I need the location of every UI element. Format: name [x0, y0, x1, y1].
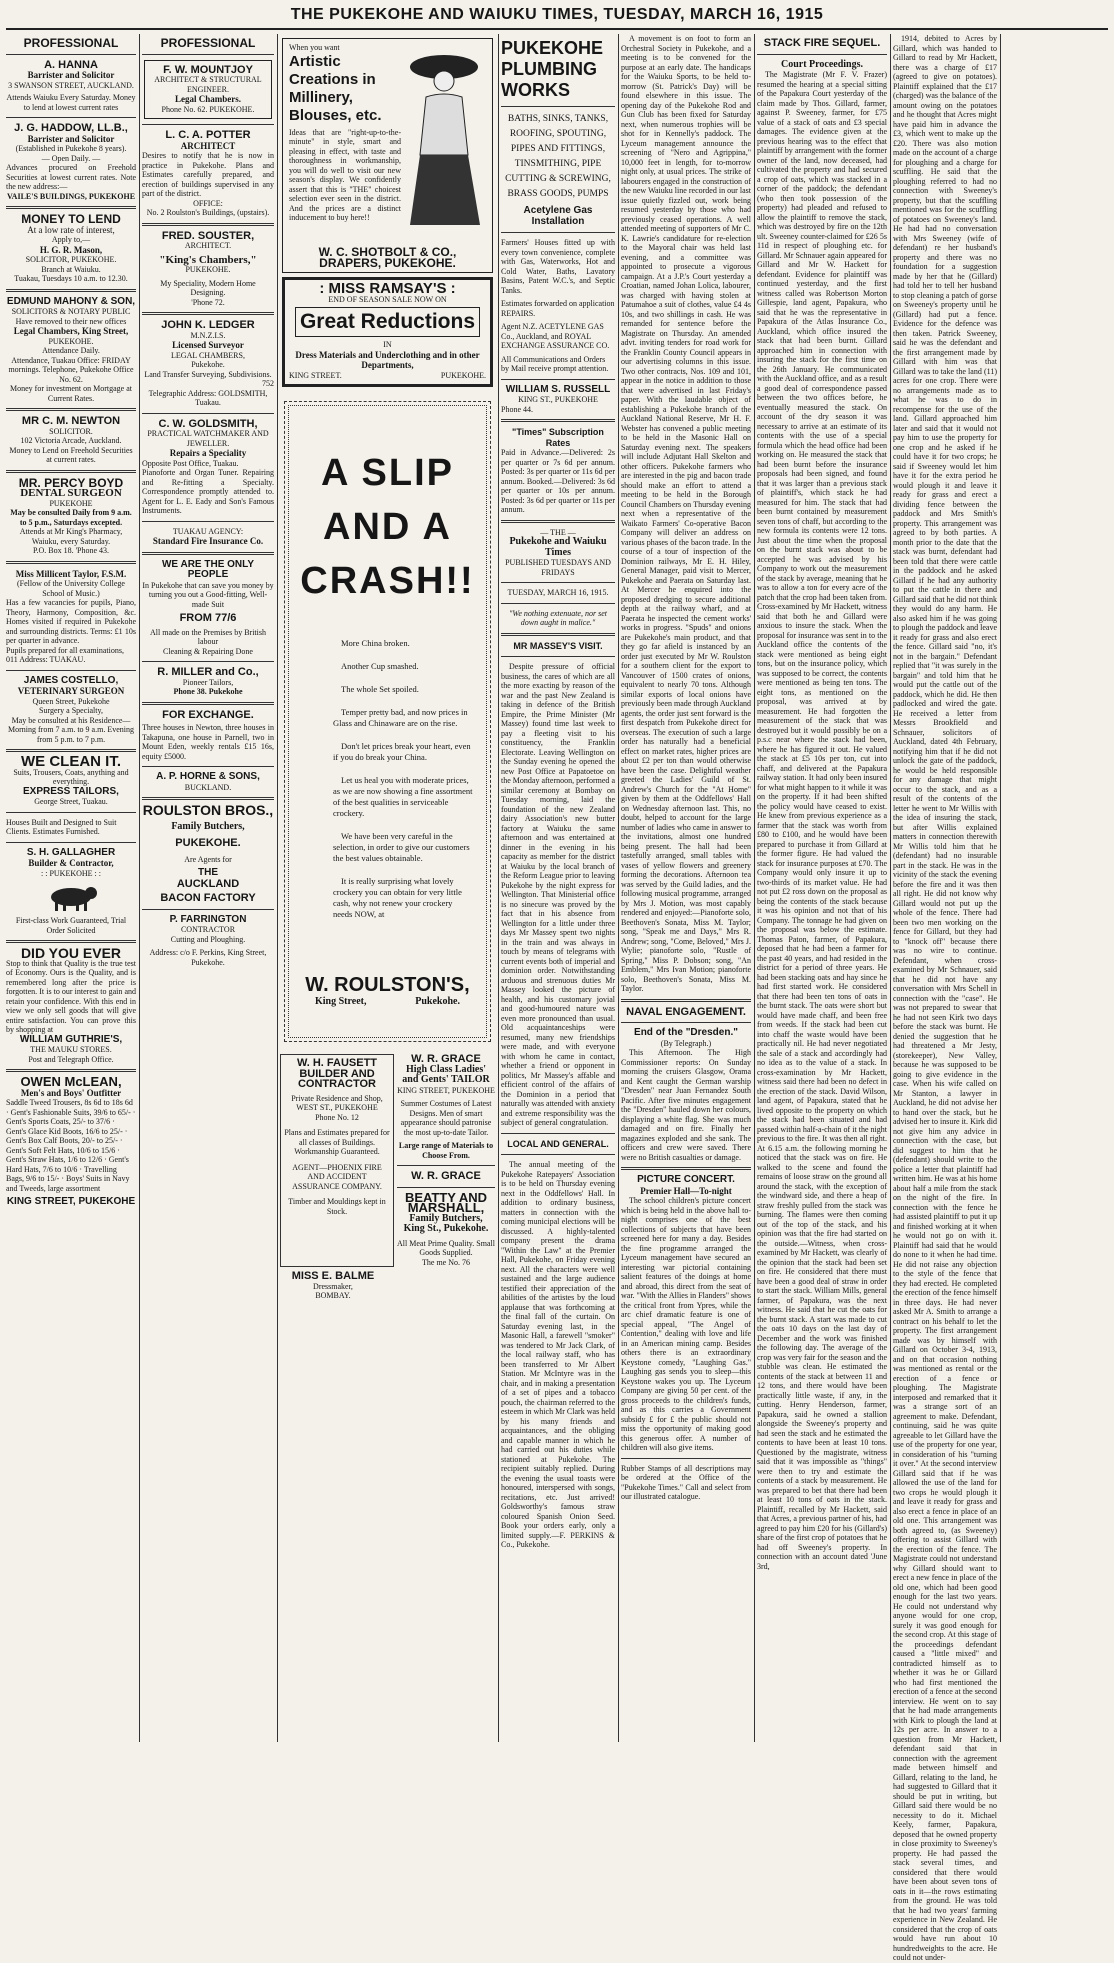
divider — [621, 999, 751, 1002]
ad-agent: AGENT—PHOENIX FIRE AND ACCIDENT ASSURANCE COMPANY. — [292, 1162, 382, 1191]
ad-spec: Repairs a Speciality — [169, 448, 247, 458]
ad-name: EXPRESS TAILORS, — [23, 785, 119, 797]
ad-title: Men's and Boys' Outfitter — [20, 1087, 122, 1098]
article-headline: PICTURE CONCERT. — [637, 1174, 735, 1185]
ad-telegraphic: Telegraphic Address: GOLDSMITH, Tuakau. — [148, 388, 268, 407]
ad-note: Advances procured on Freehold Securities at lowest current rates. Note the new address:— — [6, 163, 136, 191]
divider — [142, 909, 274, 910]
section-heading: PROFESSIONAL — [160, 36, 256, 50]
column-divider — [498, 34, 499, 1742]
ad-headline: TUAKAU AGENCY: — [172, 526, 244, 536]
divider — [757, 54, 887, 55]
ad-newton — [6, 416, 136, 465]
ad-title: Pioneer Tailors, — [182, 677, 234, 687]
ad-estab: (Established in Pukekohe 8 years). — [15, 144, 127, 153]
slip-text-line: Another Cup smashed. — [341, 661, 419, 671]
divider — [6, 812, 136, 813]
divider — [501, 656, 615, 657]
divider — [142, 312, 274, 315]
column-news — [621, 34, 751, 1742]
article-subheadline: Court Proceedings. — [780, 58, 864, 70]
ad-factory: AUCKLAND — [176, 877, 240, 890]
ad-address: 102 Victoria Arcade, Auckland. — [20, 436, 122, 445]
ad-agent: Agent N.Z. ACETYLENE GAS Co., Auckland, and ROYAL EXCHANGE ASSURANCE CO. — [501, 322, 610, 350]
ad-chambers: Legal Chambers. — [175, 94, 241, 104]
masthead-title: Pukekohe and Waiuku Times — [509, 536, 607, 558]
ad-clean: Cleaning & Repairing Done — [163, 646, 253, 656]
ad-name: W. C. SHOTBOLT & CO., DRAPERS, PUKEKOHE. — [318, 245, 457, 270]
ad-money-to-lend — [6, 214, 136, 284]
ad-open: — Open Daily. — — [41, 153, 101, 163]
ad-items: Saddle Tweed Trousers, 8s 6d to 18s 6d · Gent's Fashionable Suits, 39/6 to 65/- · Gent's Sports Coats, 25/- to 37/6 · Gent's Glace Kid Boots, 16/6 to 25/- · Gent's Box Calf Boots, 20/- to 25/- · Gent's Soft Felt Hats, 10/6 to 15/6 · Gent's Straw Hats, 1/6 to 12/6 · Gent's Hard Hats, 7/6 to 10/6 · Travelling Bags, 9/6 to 15/- · Boys' Suits in Navy and Tweeds, large assortment — [6, 1098, 136, 1193]
divider — [6, 670, 136, 671]
ad-sale: END OF SEASON SALE NOW ON — [328, 294, 447, 304]
column-plumbing-editorial — [501, 34, 615, 1742]
ad-street: KING STREET. — [289, 370, 342, 380]
ad-name: R. MILLER and Co., — [157, 666, 259, 678]
masthead-date: TUESDAY, MARCH 16, 1915. — [507, 588, 609, 597]
slip-copy — [333, 638, 473, 920]
ad-items: BATHS, SINKS, TANKS, ROOFING, SPOUTING, PIPES AND FITTINGS, TINSMITHING, PIPE CUTTING & SCREWING, BRASS GOODS, PUMPS — [505, 114, 611, 199]
column-divider — [618, 34, 619, 1742]
ad-mclean — [6, 1074, 136, 1208]
ad-name: WILLIAM GUTHRIE'S, — [19, 1033, 123, 1045]
ad-exchange — [142, 710, 274, 762]
ad-ledger — [142, 320, 274, 408]
ad-body: Three houses in Newton, three houses in Takapuna, one house in Parnell, two in Mount Eden, weekly rentals £15 16s, equity £5000. — [142, 723, 274, 761]
ad-potter — [142, 130, 274, 218]
ad-name: F. W. MOUNTJOY — [163, 63, 253, 76]
ad-boyd — [6, 475, 136, 556]
ad-sub: (Fellow of the University College School of Music.) — [17, 579, 125, 598]
slip-line-2: AND A — [323, 506, 452, 548]
ad-farrington — [142, 915, 274, 968]
ad-town: PUKEKOHE. — [48, 336, 94, 346]
divider — [6, 117, 136, 118]
divider — [142, 521, 274, 522]
column-stack-fire-continued-2 — [1003, 34, 1108, 1742]
divider — [6, 842, 136, 843]
ad-title: ARCHITECT & STRUCTURAL ENGINEER. — [154, 75, 262, 94]
column-divider — [1000, 34, 1001, 1742]
divider — [501, 633, 615, 636]
ad-number: 752 — [262, 379, 274, 388]
rubber-stamps-note: Rubber Stamps of all descriptions may be ordered at the Office of the "Pukekohe Times." Call and select from our illustrated catalogue. — [621, 1463, 751, 1501]
ad-town: PUKEKOHE. — [440, 370, 486, 380]
ad-money: Money for investment on Mortgage at Current Rates. — [10, 384, 132, 403]
ads-right-stack — [397, 1054, 495, 1267]
ad-name: A. P. HORNE & SONS, — [156, 771, 260, 782]
ad-branch: Branch at Waiuku. — [41, 264, 101, 274]
slip-line-3: CRASH!! — [300, 560, 475, 602]
ad-address: George Street, Tuakau. — [34, 797, 108, 806]
ad-title: Family Butchers, — [409, 1212, 483, 1224]
ad-title: CONTRACTOR — [180, 925, 236, 934]
ad-the: THE — [198, 867, 218, 878]
ad-apply: Apply to,— — [51, 235, 91, 244]
ad-phone: Phone 44. — [501, 404, 533, 414]
ad-attend: Attendance Daily. — [42, 346, 100, 355]
ad-phone: Phone No. 12 — [315, 1112, 359, 1122]
ad-ramsay — [282, 277, 493, 387]
section-heading: PROFESSIONAL — [23, 36, 119, 50]
divider — [397, 1165, 495, 1166]
ad-title: PRACTICAL WATCHMAKER AND JEWELLER. — [147, 429, 269, 448]
ad-title: DENTAL SURGEON — [20, 487, 122, 499]
ad-fausett — [280, 1054, 394, 1267]
ad-name: MR. PERCY BOYD — [18, 475, 124, 490]
ad-title: Barrister and Solicitor — [27, 133, 115, 144]
slip-text-line: Don't let prices break your heart, even if you do break your China. — [333, 741, 471, 762]
rates-body: Paid in Advance.—Delivered: 2s per quarter or 7s 6d per annum. Posted: 3s per quarter or 11s 6d per annum. Booked.—Delivered: 3s 6d per quarter or 10s per annum. Posted: 3s 6d per quarter or 11s per annum. — [501, 448, 615, 514]
ad-name: FRED. SOUSTER, — [161, 229, 255, 242]
ad-res: Private Residence and Shop, WEST ST., PUKEKOHE — [291, 1093, 383, 1112]
masthead-the: — THE — — [540, 527, 576, 537]
ad-address: Queen Street, Pukekohe — [32, 696, 110, 706]
ad-headline: Great Reductions — [295, 307, 480, 337]
ad-headline: WE CLEAN IT. — [21, 753, 121, 770]
ad-acetylene: Acetylene Gas Installation — [523, 205, 593, 227]
ad-note: Attendance, Tuakau Office: FRIDAY mornings. Telephone, Pukekohe Office No. 62. — [8, 355, 134, 384]
divider — [501, 582, 615, 583]
ad-note: First-class Work Guaranteed, Trial Order Solicited — [15, 916, 127, 935]
column-stack-fire-continued — [893, 34, 997, 1962]
ad-goldsmith — [142, 419, 274, 516]
ad-name: BEATTY AND MARSHALL, — [404, 1189, 488, 1215]
ad-chambers: "King's Chambers," — [159, 253, 257, 266]
ad-headline: DID YOU EVER — [20, 945, 122, 961]
ad-spec: My Speciality, Modern Home Designing. — [160, 278, 256, 297]
divider — [142, 124, 274, 125]
slip-inner — [288, 405, 487, 1038]
divider — [142, 661, 274, 662]
ad-body: Land Transfer Surveying, Subdivisions. — [144, 369, 272, 379]
ad-tuakau-agency — [142, 527, 274, 547]
ad-title: Builder & Contractor, — [28, 858, 114, 868]
divider — [397, 1187, 495, 1188]
ad-roulston-bros — [142, 802, 274, 904]
masthead-rule — [6, 28, 1108, 30]
ad-address: 3 SWANSON STREET, AUCKLAND. — [8, 80, 134, 90]
ad-made: All made on the Premises by British labour — [150, 627, 266, 646]
column-professional-1 — [6, 34, 136, 1742]
ad-title: SOLICITOR, PUKEKOHE. — [25, 255, 117, 264]
ad-title: Dressmaker, — [313, 1281, 353, 1291]
ad-horne — [142, 772, 274, 792]
ad-phone: Phone 38. Pukekohe — [173, 687, 243, 696]
ad-store: THE MAUKU STORES. — [30, 1045, 112, 1054]
article-headline: STACK FIRE SEQUEL. — [763, 37, 881, 49]
divider — [6, 289, 136, 292]
ad-only-people — [142, 560, 274, 657]
ad-body: Stop to think that Quality is the true test of Economy. Ours is the Quality, and is remembered long after the price is forgotten. It is to our interest to gain and retain your confidence. With this end in view we only sell goods that will give entire satisfaction. You can prove this by shopping at — [6, 958, 136, 1034]
ad-name: OWEN McLEAN, — [20, 1074, 122, 1089]
divider — [6, 1069, 136, 1072]
ad-phone: 'Phone 72. — [191, 297, 225, 307]
column-divider — [277, 34, 278, 1742]
ad-days: May be consulted Daily from 9 a.m. to 5 p.m., Saturdays excepted. — [10, 508, 132, 527]
divider — [6, 561, 136, 564]
column-divider — [139, 34, 140, 1742]
ad-hours: Tuakau, Tuesdays 10 a.m. to 12.30. — [14, 274, 128, 283]
ad-note: Has a few vacancies for pupils, Piano, Theory, Harmony, Composition, &c. Homes visited if required in Pukekohe and surrounding districts. Terms: £1 10s per quarter in advance. — [6, 598, 136, 645]
ad-large: Large range of Materials to Choose From. — [398, 1141, 494, 1160]
ad-phone: Phone No. 62. PUKEKOHE. — [161, 104, 255, 114]
divider — [501, 232, 615, 233]
masthead-pub: PUBLISHED TUESDAYS AND FRIDAYS — [505, 558, 611, 577]
ad-name: JAMES COSTELLO, — [23, 674, 119, 686]
divider — [6, 408, 136, 411]
ad-mountjoy — [144, 60, 272, 120]
ad-spec: Surgery a Specialty, — [39, 706, 103, 715]
ad-body: Summer Costumes of Latest Designs. Men of smart appearance should patronise the most up-to-date Tailor. — [400, 1099, 492, 1137]
slip-line-1: A SLIP — [320, 452, 455, 494]
ad-body: In Pukekohe that can save you money by turning you out a Good-fitting, Well-made Suit — [142, 580, 274, 609]
ad-note: May be consulted at his Residence— Morning from 7 a.m. to 9 a.m. Evening from 5 p.m. to 7 p.m. — [8, 715, 134, 744]
divider — [501, 603, 615, 604]
ad-guthrie — [6, 945, 136, 1064]
ad-miller — [142, 667, 274, 697]
ad-shotbolt — [282, 38, 493, 273]
ad-note: Attends Waiuku Every Saturday. Money to lend at lowest current rates — [6, 93, 136, 112]
ad-name: WILLIAM S. RUSSELL — [505, 383, 611, 395]
slip-text-line: Let us heal you with moderate prices, as we are now showing a fine assortment of the best qualities in serviceable crockery. — [333, 775, 473, 818]
ad-souster — [142, 231, 274, 308]
ad-address: VAILE'S BUILDINGS, PUKEKOHE — [6, 191, 136, 201]
ad-name: MISS E. BALME — [291, 1270, 375, 1282]
ad-title: VETERINARY SURGEON — [17, 686, 125, 696]
ad-name: A. HANNA — [44, 58, 98, 71]
ad-sub: SOLICITORS & NOTARY PUBLIC — [11, 307, 131, 316]
ad-body: Plans and Estimates prepared for all classes of Buildings. Workmanship Guaranteed. — [284, 1128, 390, 1156]
ad-town: PUKEKOHE — [49, 498, 93, 508]
page-masthead: THE PUKEKOHE AND WAIUKU TIMES, TUESDAY, MARCH 16, 1915 — [290, 6, 824, 23]
ad-costello — [6, 676, 136, 745]
ad-name: H. G. R. Mason, — [39, 244, 103, 255]
divider — [142, 702, 274, 705]
ad-title: High Class Ladies' and Gents' TAILOR — [402, 1063, 490, 1085]
divider — [621, 1022, 751, 1023]
ad-timber: Timber and Mouldings kept in Stock. — [288, 1197, 386, 1216]
ad-express-tailors — [6, 753, 136, 807]
ad-estimates: Estimates forwarded on application REPAIRS. — [501, 299, 615, 318]
ad-headline: PUKEKOHE PLUMBING WORKS — [501, 38, 604, 100]
ad-headline: WE ARE THE ONLY PEOPLE — [161, 558, 255, 580]
ad-name: MR C. M. NEWTON — [21, 415, 121, 427]
ad-opp: Opposite Post Office, Tuakau. — [142, 458, 239, 468]
column-stack-fire — [757, 34, 887, 1742]
ad-headline: Artistic Creations in Millinery, Blouses, etc. — [289, 52, 382, 124]
ad-headline: MONEY TO LEND — [21, 212, 121, 226]
article-body: This Afternoon. The High Commissioner reports: On Sunday morning the cruisers Glasgow, Orama and Kent caught the German warship "Dresden" near Juan Fernandez South Pacific. After five minutes engagement the "Dresden" hauled down her colours, displaying a white flag. She was much damaged and on fire. Finally her magazines exploded and she sank. The officers and crew were saved. There were no British casualties or damage. — [621, 1048, 751, 1162]
ad-body: Farmers' Houses fitted up with every town convenience, complete with Gas, Waterworks, Hot and Cold Water, Baths, Lavatory Basins, Patent W.C.'s, and Septic Tanks. — [501, 238, 615, 295]
ad-hanna — [6, 60, 136, 113]
ad-body: Desires to notify that he is now in practice in Pukekohe. Plans and Estimates carefully prepared, and erection of buildings supervised in any part of the district. — [142, 151, 274, 198]
ad-name: W. R. GRACE — [411, 1053, 481, 1065]
ad-body: Pianoforte and Organ Tuner. Repairing and Re-fitting a Specialty. Correspondence promptly attended to. Agent for L. E. Eady and Son's Famous Instruments. — [142, 468, 274, 515]
divider — [142, 413, 274, 414]
ad-exam: Pupils prepared for all examinations, — [6, 645, 124, 655]
lady-figure-illustration — [402, 45, 488, 230]
ad-slip-crash — [284, 401, 491, 1042]
divider — [501, 1154, 615, 1155]
ad-name: P. FARRINGTON — [169, 913, 247, 925]
ad-headline: FOR EXCHANGE. — [162, 708, 254, 721]
ad-houses: Houses Built and Designed to Suit Clients. Estimates Furnished. — [6, 817, 117, 836]
ad-name: Miss Millicent Taylor, F.S.M. — [15, 568, 127, 579]
ad-town: Pukekohe. — [415, 995, 460, 1007]
article-body: 1914, debited to Acres by Gillard, which was handed to Gillard to read by Mr Hackett, there was a charge of £17 (agreed to give on potatoes). Plaintiff explained that the £17 (charged) was the balance of the amount owing on the potatoes and he thought that Acres might have paid him in advance the £3, which went to make up the £20. There was also motion made on the account of a charge for ploughing and a charge for scuffling. He said that the ploughing referred to had no connection with Sweeney's property, but that the scuffling mentioned was for the scuffling of potatoes on Sweeney's land. He had had no conversation with Mrs Sweeney (wife of defendant) re her husband's property and there was no foundation for a suggestion made by her that he (Gillard) had told her to tell her husband to stop cleaning a patch of gorse on Sweeney's property until he (Gillard) had put a fence. Evidence for the defence was then taken. Patrick Sweeney, said he was the defendant and the first arrangement made by Gillard with him was that Gillard was to take the land (11) acres for one crop. There were no arrangements made as to what he was to do in recompense for the use of the land. Gillard approached him later and said that it would not pay him to use the property for one crop and he asked if he could have it for two crops; he said if Sweeney would let him have it for the extra period he would plough it and leave it ready for grass and erect a dividing fence between the paddock and Mrs Smith's property. This arrangement was agreed to by both parties. A month prior to the date that the stack was burnt, defendant had been told that there were cattle in the paddock and he asked Gillard if he had any authority to put the cattle in there and Gillard said that he did not think they would do any harm. He also asked him if he was going to plough the paddock and leave it ready for grass and also erect the fence. Gillard said "no, it's not in the bargain." Defendant replied that "it was surely in the bargain" and told him that he would put the cattle out of the paddock, which he did. He then padlocked and wired the gate. He received a letter from Messrs Brookfield and Schnauer, solicitors of Auckland, dated 4th February, notifying him that if he did not unlock the gate of the paddock, he would be held responsible for any damage that might occur to the stack, and as a result of the contents of the letter he went to Mr Willis with the idea of insuring the stack, but after Willis explained matters in connection therewith Mr Willis told him that he (defendant) had no insurable part in the stack. He was in the vicinity of the stack the evening before the fire and it was then all right. He did not know why Gillard would not put up the whole of the fence. There had been two men working on the fence for Gillard, but they had to "knock off" because there was no wire to continue. Defendant, when cross-examined by Mr Schnauer, said that he did not have any conversation with Mrs Schell in connection with the "case". He was not prepared to swear that he had not seen Kirk two days before the stack was burnt. He denied the suggestion that he had threatened a Mr Jesty, (storekeeper), New Valley, because he was supposed to be going to give evidence in the case. When his wife called on Mr Stanton, a lawyer in Auckland, he did not advise her to hand over the stack, but he advised her to insure it. Kirk did not give him any advice in connection with the case, but did suggest to him that he (defendant) should write to the police a letter that plaintiff had written him. He was at his home about half a mile from the stack on the night of the fire. In connection with the fence he had assisted plaintiff to put it up and finished working at it when he would not go on with it. Plaintiff had said that he would do none to it when he had time. He did not raise any objection to the style of the fence that they had erected. He completed the erection of the fence himself in three days. He had never asked Mr A. Smith to arrange a contract on his behalf to let the property. The first arrangement made was by himself with Gillard on October 3-4, 1913, and on that occasion nothing was mentioned as rental or the erection of a fence or ploughing. The Magistrate interposed and remarked that it was a strange sort of an agreement to make. Defendant, continuing, said he was quite agreeable to let Gillard have the use of the property for one year, in consideration of his "turning it over." At the second interview Gillard said that if he was allowed the use of the land for two crops he would plough it and leave it ready for grass and also erect a fence in place of an old one. This arrangement was both agreed to, (as Sweeney) offering to assist Gillard with the erection of the fence. The Magistrate could not understand why Gillard should want to erect a new fence in place of the old one, which had been good enough for the last two years. He could not understand why anyone would for one crop, surely it was good enough for the second crop. At this stage of the proceedings defendant caused a "little mixed" and contradicted himself as to whether it was he or Gillard who had first mentioned the erection of a fence at the second interview. He went on to say that he had made arrangements with Kirk to plough the land at 12s per acre. In answer to a question from Mr Hackett, defendant said that in connection with the agreement made between himself and Gillard, relating to the land, he had suggested to Gillard that it should be put in writing, but Gillard said there would be no necessity to do it. Michael Keely, farmer, Papakura, deposed that he owned property in close proximity to Sweeney's property. He had passed the stack several times, and considered that there would have been about seven tons of oats in it—the rows estimating from the ground. He was told that he had two years' farming experience in New Zealand. He considered that the crop of oats would have run about 10 hundredweights to the acre. He could not under- — [893, 34, 997, 1962]
divider — [6, 54, 136, 55]
divider — [142, 552, 274, 555]
article-headline: LOCAL AND GENERAL. — [507, 1138, 609, 1149]
ad-town: Pukekohe. — [191, 360, 225, 369]
ad-address-row — [289, 371, 486, 381]
ad-name: J. G. HADDOW, LL.B., — [14, 122, 128, 134]
ad-street: King Street, — [315, 995, 367, 1007]
bull-illustration — [41, 882, 101, 912]
column-divider — [754, 34, 755, 1742]
ad-note: Money to Lend on Freehold Securities at current rates. — [9, 445, 133, 464]
column-divider — [890, 34, 891, 1742]
divider — [6, 470, 136, 473]
divider — [6, 940, 136, 943]
ad-address: No. 2 Roulston's Buildings, (upstairs). — [146, 208, 270, 217]
ad-town: : : PUKEKOHE : : — [41, 868, 101, 878]
divider — [501, 1133, 615, 1134]
article-body: The Magistrate (Mr F. V. Frazer) resumed the hearing at a special sitting of the Papakura Court yesterday of the claim made by Thos. Gillard, farmer, against P. Sweeney, farmer, for £75 value of a stack of oats and £3 special damages. The evidence given at the previous hearing was to the effect that plaintiff by arrangement with the former owner of the land, now deceased, had cultivated the property and had secured a crop of oats, which was stacked in a corner of the paddock; the defendant (who then took possession of the property) had pleaded and refused to allow the plaintiff to remove the stack, which was destroyed by fire on the 12th ult. Sweeney counter-claimed for £26 5s 11d in respect of ploughing etc. for Gillard. Mr Schnauer again appeared for Gillard and Mr W. Hackett for defendant. Evidence for plaintiff was continued yesterday, and the first witness called was Robertson Morton Gillespie, land agent, Papakura, who said that he was the representative in Papakura of the Atlas Insurance Co., Auckland, which office insured the stack that had been burnt. Gillard approached him in connection with insuring the stack for the first time on the 26th January. He communicated with the Auckland office, and as a result a good deal of correspondence passed between the two offices before, he eventually measured the stack. On account of the dry season it was necessary to arrive at an estimate of its contents with the use of a special formula which the head office had been working on. He measured the stack that had been burnt before the insurance proposals had been signed, and found that it was larger than a previous stack of plaintiff's, which stack he had measured for him. The stack that had been burnt contained by measurement seven tons of chaff, but according to the new formula its contents were 12 tons. Just about the time when the proposal on the burnt stack was about to be accepted he was advised by his Company to work out the measurement of the stack by average, meaning that he was to allow a ton for every acre of the patch that the crop had been taken from. Cross-examined by Mr Hackett, witness said that both he and Gillard were anxious to insure the stack. When the proposal for insurance was sent in to the Auckland office the contents of the stack were mentioned as being eight tons, but on the insurance policy, which was supposed to be correct, the contents were mentioned as being ten tons. The eight tons, as mentioned on the proposal, was arrived at by measurement. He had forgotten the measurement of the stack that was destroyed but it would possibly be on a p.s.c near where the stack had been, where he has figured it out. He valued the stack at £5 10s per ton, cut into chaff, and delivered at the Papakura railway station. It had only been insured for what might happen to it while it was on the property. If it had been shifted the policy would have ceased to exist. He knew from previous experience as a farmer that the stack was worth from £80 to £100, and he would have been prepared to purchase it from Gillard at the former figure. He had valued the stack for insurance purposes at £70. The Company would only insure it up to two-thirds of its market value. He had not put £2 ross down on the proposal as being the contents of the stack because it was his opinion and not that of his Company. The tonnage he had given on the proposal was below the estimate. Thomas Paton, farmer, of Papakura, deposed that he had been a farmer for the past 40 years, and had resided in the district for a period of three years. He had been stacking oats and hay since he had first started work. He considered that there had been ten tons of oats in the burnt stack. The oats were short but would have made chaff, and been free from weeds. If the stack had been cut into chaff the waste would have been practically nil. He had never negotiated the sale of a stack and accordingly had no idea as to the value of a stack. In cross-examination by Mr Hackett, witness said there had been no defect in the erection of the stack. David Wilson, land agent, of Papakura, stated that he lived opposite to the property on which the stack had been situated and had passed within half-a-chain of it the night previous to the fire. It was then all right. At 6.15 a.m. the following morning he noticed that the stack was on fire. He walked to the scene and found the remains of loose straw on the ground all around the stack, with the exception of the windward side, and there a heap of straw freshly pulled from the stack was burning. The flames were then coming out of the top of the stack, and his opinion was that the fire had started on the outside.—Witness, when cross-examined by Mr Hackett, was clearly of the opinion that the stack had been set on fire. He considered that there must have been a good deal of straw in order to start the stack. William Mills, general farmer, of Papakura, was the next witness. He said that he cut the oats for the burnt stack. A start was made to cut the oats 10 days on the last day of December and the work was finished the following day. The average of the crop was very fair for the season and the stubble was clean. He estimated the contents of the stack at between 11 and 12 tons, and there would have been practically little waste, if any, in the cutting. Henry Henderson, farmer, Papakura, said he owned a stallion alongside the Sweeney's property and had seen the stack and he estimated the contents to have been at least 10 tons. Questioned by the magistrate, witness said that it was impossible as "things" were then to try and estimate the contents of a stack by measurement. He was prepared to bet that there had been at least 10 tons of oats in the stack. Plaintiff, recalled by Mr Hackett, said that Acres, a previous partner of his, had agreed to pay him £20 for his (Gillard's) share of the first crop of potatoes that he had off Sweeney's property. In connection with an account dated 'June 3rd, — [757, 70, 887, 1571]
ad-title: ARCHITECT. — [184, 241, 232, 250]
article-byline: (By Telegraph.) — [660, 1038, 712, 1048]
ad-name: W. H. FAUSETT — [296, 1057, 378, 1069]
ad-address: 011 Address: TUAKAU. — [6, 655, 86, 664]
column-professional-2 — [142, 34, 274, 1742]
ad-address: Address: c/o F. Perkins, King Street, Pukekohe. — [149, 948, 267, 967]
ad-balme — [280, 1271, 386, 1301]
ad-name: L. C. A. POTTER — [165, 129, 251, 141]
ad-town: PUKEKOHE. — [185, 265, 231, 274]
ad-taylor — [6, 569, 136, 665]
ad-town: BUCKLAND. — [184, 782, 232, 792]
divider — [142, 223, 274, 226]
ad-title: ARCHITECT — [180, 140, 236, 151]
ad-name: ROULSTON BROS., — [142, 802, 274, 818]
ad-name: W. R. GRACE — [411, 1170, 481, 1182]
ad-bacon: BACON FACTORY — [160, 892, 256, 904]
column-display-ads — [280, 34, 495, 1742]
divider — [142, 766, 274, 767]
ad-address: KING ST., PUKEKOHE — [518, 395, 598, 404]
ad-intro: When you want — [289, 43, 340, 52]
slip-text-line: It is really surprising what lovely crockery you can obtain for very little cash, why not renew your crockery needs NOW, at — [333, 876, 462, 919]
ad-title: Barrister and Solicitor — [27, 70, 115, 80]
ad-town: PUKEKOHE. — [175, 837, 241, 849]
ad-address: King St., Pukekohe. — [403, 1223, 489, 1234]
divider — [621, 1458, 751, 1459]
ad-name: Standard Fire Insurance Co. — [152, 536, 264, 546]
ad-title: Family Butchers, — [171, 820, 245, 832]
divider — [142, 797, 274, 800]
divider — [501, 520, 615, 523]
ad-rate: At a low rate of interest, — [27, 224, 115, 235]
ad-body: Cutting and Ploughing. — [170, 934, 246, 944]
article-subheadline: Premier Hall—To-night — [640, 1185, 732, 1196]
article-headline: NAVAL ENGAGEMENT. — [626, 1005, 746, 1018]
article-body: The school children's picture concert which is being held in the above hall to-night comprises one of the best collections of subjects that have been screened here for many a day. Besides the fine programme arranged the Lyceum management have secured an interesting war pictorial containing salient features of the doings at home and abroad, this direct from the seat of war. "With the Allies in Flanders" shows the critical front from Ypres, while the arc chief dramatic feature is one of special appeal, "The Angel of Contention," dealing with love and life in an American mining camp. Besides others there is an extraordinary Keystone comedy, "Laughing Gas." Laughing gas sends you to sleep—this Keystone wakes you up. The Lyceum Company are giving 50 per cent. of the gross proceeds to the children's funds, and as this carries a Government subsidy £ for £ the public should not miss the opportunity of making good this generous offer. A number of children will also give items. — [621, 1196, 751, 1452]
ad-name: : MISS RAMSAY'S : — [319, 280, 456, 297]
ad-name: W. ROULSTON'S, — [305, 974, 470, 996]
ad-title: Licensed Surveyor — [172, 340, 244, 350]
slip-text-line: We have been very careful in the selection, in order to give our customers the best values obtainable. — [333, 831, 470, 863]
article-subheadline: End of the "Dresden." — [634, 1027, 738, 1038]
ad-degree: M.N.Z.I.S. — [190, 330, 226, 340]
ad-comm: All Communications and Orders by Mail receive prompt attention. — [501, 354, 609, 373]
ad-address: KING STREET, PUKEKOHE — [6, 1196, 136, 1207]
divider — [501, 419, 615, 422]
ad-office: OFFICE: — [193, 198, 223, 208]
ad-mahony — [6, 297, 136, 404]
ad-address: KING STREET, PUKEKOHE — [397, 1085, 495, 1095]
article-body: The annual meeting of the Pukekohe Ratepayers' Association is to be held on Thursday evening next in the Oddfellows' Hall. In addition to ordinary business, matters in connection with the coming municipal elections will be discussed. A highly-talented company present the drama "Within the Law" at the Premier Hall, Pukekohe, on Friday evening next. All the characters were well sustained and the large audience testified their appreciation of the abilities of the artistes by the loud applause that was forthcoming at the final fall of the curtain. On Saturday evening last, in the Masonic Hall, a farewell "smoker" was tendered to Mr Jack Clark, of the local railway staff, who has been transferred to Mr Albert Station. Mr McIntyre was in the chair, and in making a presentation of a set of pipes and a tobacco pouch, the chairman referred to the esteem in which Mr Clark was held by his many friends and acquaintances, and the obliging and capable manner in which he had carried out his duties while stationed at Pukekohe. The recipient suitably replied. During the evening the usual toasts were honoured, interspersed with songs, recitations, etc. Just arrived! Goldsworthy's famous straw coloured Spanish Onion Seed. Book your orders early, only a limited supply.—F. PERKINS & Co., Pukekohe. — [501, 1160, 615, 1549]
ad-chambers: Legal Chambers, King Street, — [13, 326, 129, 336]
ad-in: IN — [383, 340, 392, 349]
masthead-motto: "We nothing extenuate, nor set down aught in malice." — [509, 608, 607, 627]
divider — [6, 749, 136, 752]
ad-town: BOMBAY. — [315, 1291, 351, 1300]
ad-agents: Are Agents for — [184, 854, 232, 864]
ad-note: All Meat Prime Quality. Small Goods Supplied. — [397, 1238, 495, 1257]
ad-name: S. H. GALLAGHER — [26, 846, 116, 858]
ad-haddow — [6, 123, 136, 201]
divider — [621, 1167, 751, 1170]
ad-moved: Have removed to their new offices — [15, 316, 127, 326]
ad-gallagher — [6, 848, 136, 936]
slip-text-line: The whole Set spoiled. — [341, 684, 419, 694]
ad-attends: Attends at Mr King's Pharmacy, Waiuku, every Saturday. — [19, 527, 123, 546]
ad-title: SOLICITOR. — [49, 426, 93, 436]
rates-heading: "Times" Subscription Rates — [512, 427, 604, 448]
ad-box: P.O. Box 18. 'Phone 43. — [32, 546, 110, 555]
slip-text-line: More China broken. — [341, 638, 410, 648]
ad-title: BUILDER AND CONTRACTOR — [297, 1067, 376, 1090]
shotbolt-copy — [289, 43, 401, 223]
ad-chambers: LEGAL CHAMBERS, — [171, 350, 245, 360]
ad-body: Dress Materials and Underclothing and in other Departments, — [295, 349, 480, 370]
article-body: A movement is on foot to form an Orchestral Society in Pukekohe, and a meeting is to be convened for the purpose at an early date. The handicaps for the Waiuku Sports, to be held to-morrow (St. Patrick's Day) will be found elsewhere in this issue. The opening day of the Pukekohe Rod and Gun Club has been fixed for Saturday next, when numerous trophies will be shot for in Kennelly's paddock. The Lyceum management announce the screening of "Nero and Agrippina," 10,000 feet in length, for to-morrow night only, at usual prices. The strike of labourers engaged in the construction of the new Waiuku line recorded in our last issue quietly fizzled out, work being resumed yesterday by those who had previously ceased operations. A well attended meeting of supporters of Mr C. K. Lawrie's candidature for re-election to the Mayoral chair was held last evening, and a committee was appointed to prosecute a vigorous campaign. At a J.P.'s Court yesterday a Croatian, named Johan Lolica, labourer, was charged with having stolen at Patumahoe a suit of clothes, value £4 4s 10s, and two shillings in cash. He was remanded for sentence before the Magistrate on Thursday. An amended advt. inviting tenders for road work for the Franklin County Council appears in our advertising columns in this issue. Two other contracts, Nos. 109 and 101, appear in the notice in addition to those that were advertised in last Friday's paper. With the laudable object of establishing a Pukekohe branch of the Auckland National Reserve, Mr H. F. Webster has convened a public meeting to be held in the Masonic Hall on Saturday evening next. The speakers will include Adjutant Hall Skelton and other officers. Pukekohe farmers who are interested in the pig and bacon trade should make an effort to attend a meeting to be held in the Borough Council Chambers on Thursday evening next when a representative of the Waikato Farmers' Co-operative Bacon Company will deliver an address on various phases of the bacon trade. In the course of a tour of inspection of the Dominion railways, Mr E. H. Hiley, General Manager, paid visit to Mercer, Pukekohe and Paerata on Saturday last. At Mercer he enquired into the proposed dredging to secure additional depth at the railway wharf, and at Paerata he inspected the cement works' works in progress. "Spuds" and onions are Pukekohe's main product, and that they go far afield is instanced by an order just executed by Mr W. Roulston for a southern client for the export to Vancouver of 1500 crates of onions, equivalent to nearly 70 tons. Although similar exports of local onions have previously been made through Auckland agents, the order just sent forward is the first despatch from Pukekohe direct for overseas. The execution of such a large order has naturally had a beneficial effect on market rates, higher prices are about £2 per ton than would otherwise have been the case. Delightful weather greeted the Ladies' Guild of St. Andrew's Church for the "At Home" given by them at the Oddfellows' Hall on Wednesday afternoon last. This, no doubt, helped to account for the large number of ladies who came in answer to the invitations, almost one hundred being present. The hall had been tastefully arranged, small tables with vases of yellow flowers and greenery forming the decorations. Afternoon tea was served by the Guild ladies, and the following musical programme, arranged by Mrs J. Motion, was most capably rendered and enjoyed:—Pianoforte solo, Beethoven's Sonata, Miss M. Taylor; song, "Speak me and Days," Mrs R. Andrew; song, "Come, Beloved," Mrs J. Wylie; pianoforte solo, "Rustle of Spring," Miss P. Dobson; song, "An Emblem," Mrs Ivan Motion; pianoforte solo, Beethoven's Sonata, Miss M. Taylor. — [621, 34, 751, 993]
ad-items: Suits, Trousers, Coats, anything and everything. — [13, 767, 129, 786]
ad-foot: The me No. 76 — [422, 1257, 470, 1267]
bottom-ads-row — [280, 1054, 495, 1267]
ad-post: Post and Telegraph Office. — [28, 1054, 114, 1064]
article-headline: MR MASSEY'S VISIT. — [513, 640, 603, 651]
slip-text-line: Temper pretty bad, and now prices in Glass and Chinaware are on the rise. — [333, 707, 468, 728]
ad-name: JOHN K. LEDGER — [161, 319, 255, 331]
divider — [501, 106, 615, 107]
ad-name: EDMUND MAHONY & SON, — [6, 295, 136, 307]
divider — [142, 54, 274, 55]
ad-name: C. W. GOLDSMITH, — [158, 417, 258, 430]
ad-body: Ideas that are "right-up-to-the-minute" in style, smart and pleasing in effect, with taste and thoroughness in workmanship, you will do well to visit our new season's display. We confidently assert that this is "THE" choicest selection ever seen in the district. And the prices are a distinct inducement to buy here!! — [289, 127, 401, 222]
divider — [501, 379, 615, 380]
ad-price: FROM 77/6 — [179, 612, 237, 624]
article-body: Despite pressure of official business, the cares of which are all the more exacting by reason of the war and the past New Zealand is taking in defence of the British Empire, the Prime Minister (Mr Massey) found time last week to pay a fleeting visit to his constituency, the Franklin Electorate. Leaving Wellington on the Sunday evening he opened the new Post Office at Papatoetoe on the Monday afternoon, performed a similar ceremony at Bombay on Tuesday morning, laid the foundation of the new Zealand dairy Association's new butter factory at Waiuku the same afternoon and was entertained at dinner in the evening in his capacity as member for the district at Waiuku by the local branch of the Reform League prior to leaving Pukekohe by the night express for Wellington. That Ministerial office is no sinecure was proved by the fact that in his absence from Wellington for a little under three days Mr Massey spent two nights in the train and was always in touch by means of telegrams with current events both of imperial and dominion order. Notwithstanding arduous and strenuous duties Mr Massey looked the picture of health, and his customary jovial and good-humoured nature was even more pronounced than usual. Old acquaintanceships were resumed, many new friendships were made, and with everyone with whom he came in contact, whether a friend or opponent in politics, Mr Massey's affable and efficient control of the affairs of the Dominion in a period that naturally was attended with anxiety and extreme responsibility was the subject of general congratulation. — [501, 662, 615, 1127]
divider — [6, 206, 136, 209]
